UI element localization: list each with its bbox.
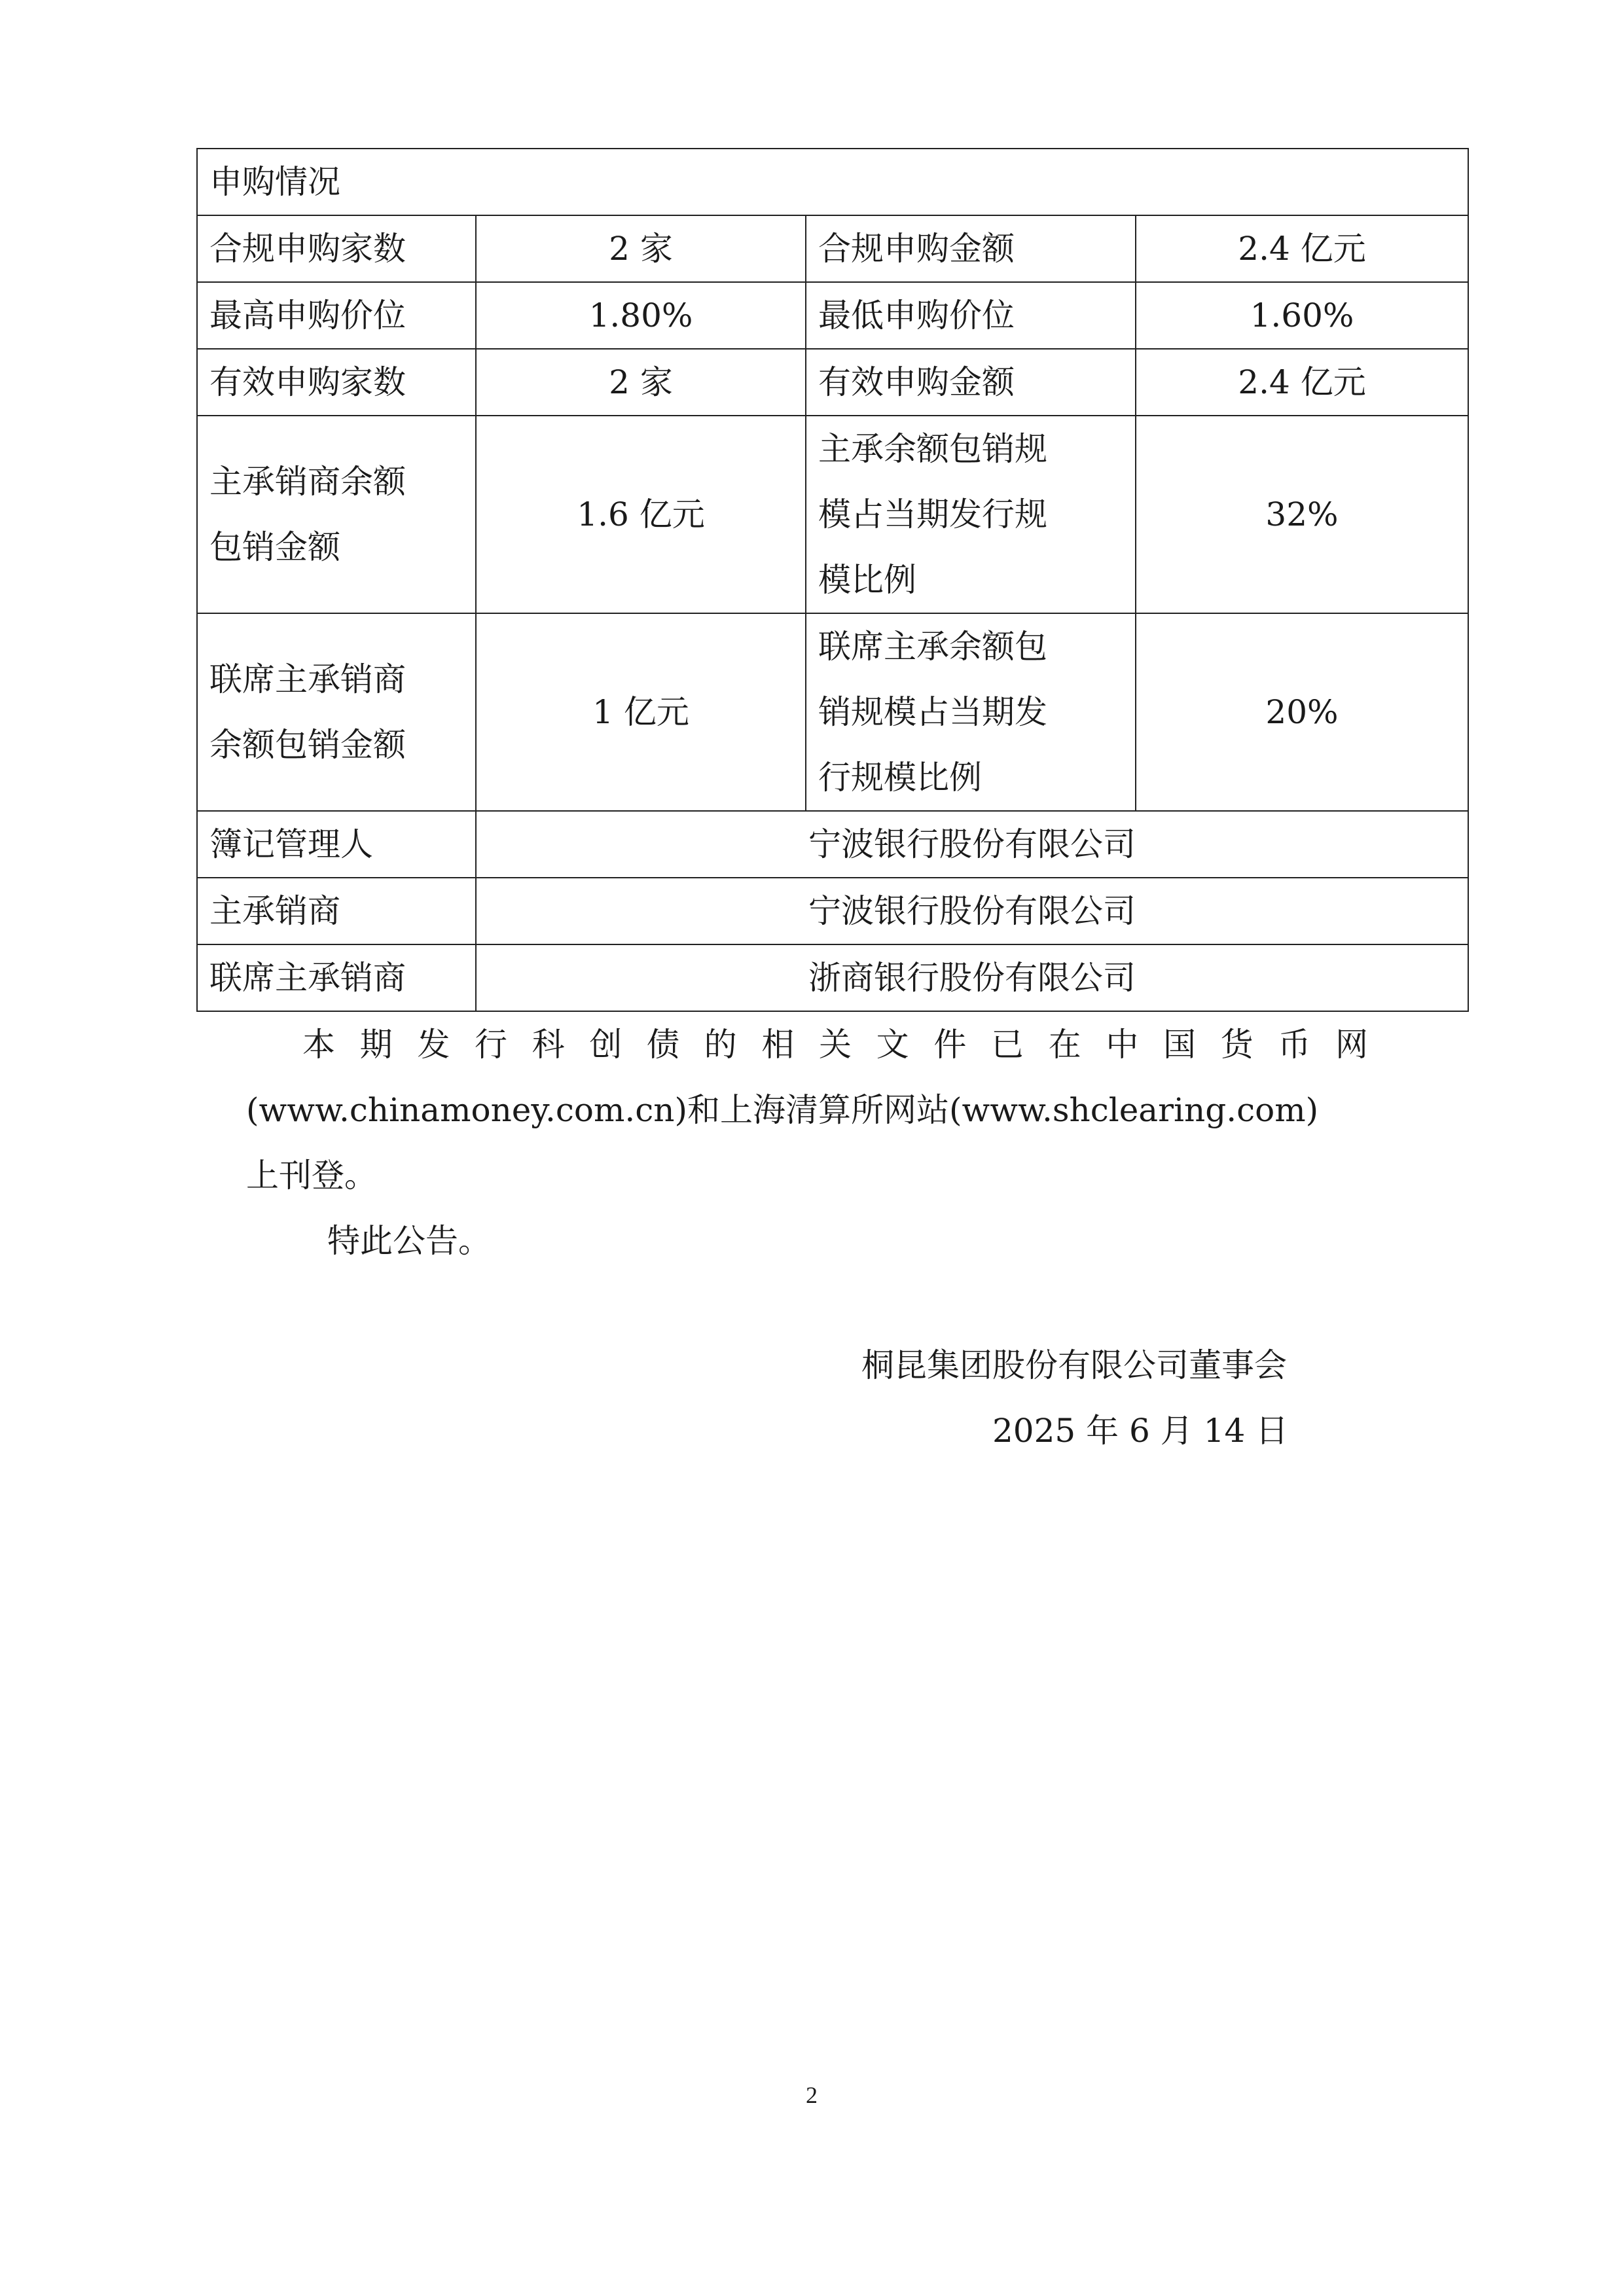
label-line: 模比例 xyxy=(818,561,916,599)
body-paragraph-line: 本期发行科创债的相关文件已在中国货币网 xyxy=(302,1026,1368,1064)
row-value: 2 家 xyxy=(476,349,806,416)
label-line: 主承销商余额 xyxy=(209,463,406,501)
table-row-joint-underwriter-name xyxy=(197,944,1468,1011)
table-row-bookrunner xyxy=(197,811,1468,878)
row-value: 浙商银行股份有限公司 xyxy=(476,944,1468,1011)
table-row-lead-underwriter-name xyxy=(197,878,1468,944)
row-label: 最高申购价位 xyxy=(197,282,476,349)
row-label: 主承销商 xyxy=(197,878,476,944)
row-label xyxy=(197,416,476,613)
table-row-lead-underwriter xyxy=(197,416,1468,613)
body-paragraph-line: 上刊登。 xyxy=(246,1157,377,1194)
row-label: 联席主承销商 xyxy=(197,944,476,1011)
label-line: 模占当期发行规 xyxy=(818,495,1047,533)
label-line: 联席主承销商 xyxy=(209,660,406,698)
notice-text: 特此公告。 xyxy=(327,1222,491,1260)
row-label: 合规申购家数 xyxy=(197,215,476,282)
label-line: 主承余额包销规 xyxy=(818,430,1047,468)
label-line: 余额包销金额 xyxy=(209,726,406,764)
row-label xyxy=(197,613,476,811)
row-value: 1.6 亿元 xyxy=(476,416,806,613)
table-row xyxy=(197,215,1468,282)
page-number: 2 xyxy=(806,2082,818,2108)
body-paragraph-line: (www.chinamoney.com.cn)和上海清算所网站(www.shclearing.com) xyxy=(246,1091,1319,1129)
row-value: 1 亿元 xyxy=(476,613,806,811)
row-label xyxy=(806,613,1136,811)
row-value: 宁波银行股份有限公司 xyxy=(476,811,1468,878)
row-value: 2.4 亿元 xyxy=(1136,349,1468,416)
table-row xyxy=(197,282,1468,349)
signature-date: 2025 年 6 月 14 日 xyxy=(992,1412,1289,1450)
row-value: 1.60% xyxy=(1136,282,1468,349)
section-header: 申购情况 xyxy=(197,149,1468,215)
row-value: 1.80% xyxy=(476,282,806,349)
table-row xyxy=(197,349,1468,416)
row-label xyxy=(806,416,1136,613)
row-value: 20% xyxy=(1136,613,1468,811)
row-label: 簿记管理人 xyxy=(197,811,476,878)
label-line: 包销金额 xyxy=(209,528,340,566)
label-line: 销规模占当期发 xyxy=(818,693,1047,731)
row-value: 宁波银行股份有限公司 xyxy=(476,878,1468,944)
label-line: 行规模比例 xyxy=(818,759,982,797)
row-value: 2 家 xyxy=(476,215,806,282)
row-value: 2.4 亿元 xyxy=(1136,215,1468,282)
row-label: 有效申购家数 xyxy=(197,349,476,416)
row-label: 合规申购金额 xyxy=(806,215,1136,282)
table-row-joint-underwriter xyxy=(197,613,1468,811)
signer-name: 桐昆集团股份有限公司董事会 xyxy=(861,1346,1287,1384)
row-label: 最低申购价位 xyxy=(806,282,1136,349)
subscription-table xyxy=(196,148,1469,1012)
row-label: 有效申购金额 xyxy=(806,349,1136,416)
label-line: 联席主承余额包 xyxy=(818,628,1047,666)
row-value: 32% xyxy=(1136,416,1468,613)
table-section-header-row xyxy=(197,149,1468,215)
